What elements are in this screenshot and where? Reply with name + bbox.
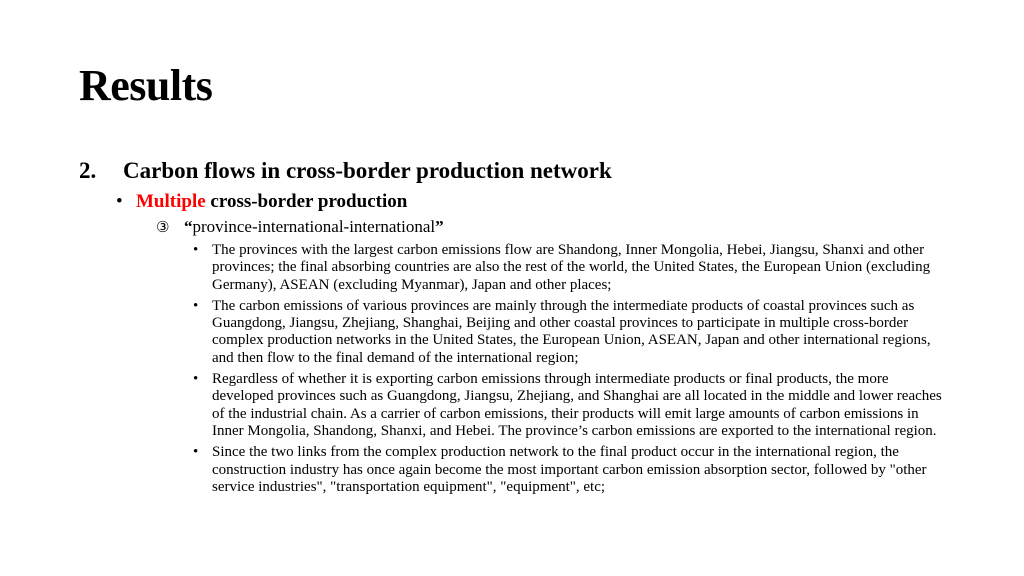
bullet-marker: • xyxy=(193,242,199,258)
list-item xyxy=(193,298,943,367)
subsubpoint-text: province-international-international xyxy=(192,217,436,236)
section-number: 2. xyxy=(79,158,97,183)
circled-three-marker: ③ xyxy=(156,218,170,236)
list-item-text: Since the two links from the complex production network to the final product occur in the international region, the construction industry has once again become the most important carbon emission absorption sector, followed by "other service industries", "transportation equipment", "equipment", etc; xyxy=(212,444,927,495)
bullet-marker: • xyxy=(116,191,123,212)
open-quote: “ xyxy=(184,217,193,236)
list-item xyxy=(193,444,943,496)
section-heading xyxy=(79,157,612,185)
bullet-marker: • xyxy=(193,371,199,388)
subsubpoint xyxy=(156,216,444,238)
list-item-text: Regardless of whether it is exporting carbon emissions through intermediate products or final products, the more developed provinces such as Guangdong, Jiangsu, Zhejiang, and Shanghai are all located in the middle and lower reaches of the industrial chain. As a carrier of carbon emissions, their products will emit large amounts of carbon emissions in Inner Mongolia, Shandong, Shanxi, and Hebei. The province’s carbon emissions are exported to the international region. xyxy=(212,371,942,439)
list-item-text: The carbon emissions of various provinces are mainly through the intermediate products of coastal provinces such as Guangdong, Jiangsu, Zhejiang, Shanghai, Beijing and other coastal provinces to participate in multiple cross-border complex production networks in the United States, the European Union, ASEAN, Japan and other international regions, and then flow to the final demand of the international region; xyxy=(212,297,931,366)
bullet-marker: • xyxy=(193,297,199,314)
close-quote: ” xyxy=(435,217,444,236)
slide-title: Results xyxy=(79,61,213,110)
bullet-marker: • xyxy=(193,444,199,461)
list-item xyxy=(193,371,943,440)
section-heading-text: Carbon flows in cross-border production network xyxy=(123,158,612,183)
list-item xyxy=(193,242,943,294)
subpoint-text: cross-border production xyxy=(205,191,408,212)
bullet-list xyxy=(193,242,943,500)
subpoint-highlight: Multiple xyxy=(136,191,206,212)
subpoint xyxy=(116,190,407,214)
list-item-text: The provinces with the largest carbon emissions flow are Shandong, Inner Mongolia, Hebei, Jiangsu, Shanxi and other provinces; the final absorbing countries are also the rest of the world, the United States, the European Union (excluding Germany), ASEAN (excluding Myanmar), Japan and other places; xyxy=(212,242,931,293)
